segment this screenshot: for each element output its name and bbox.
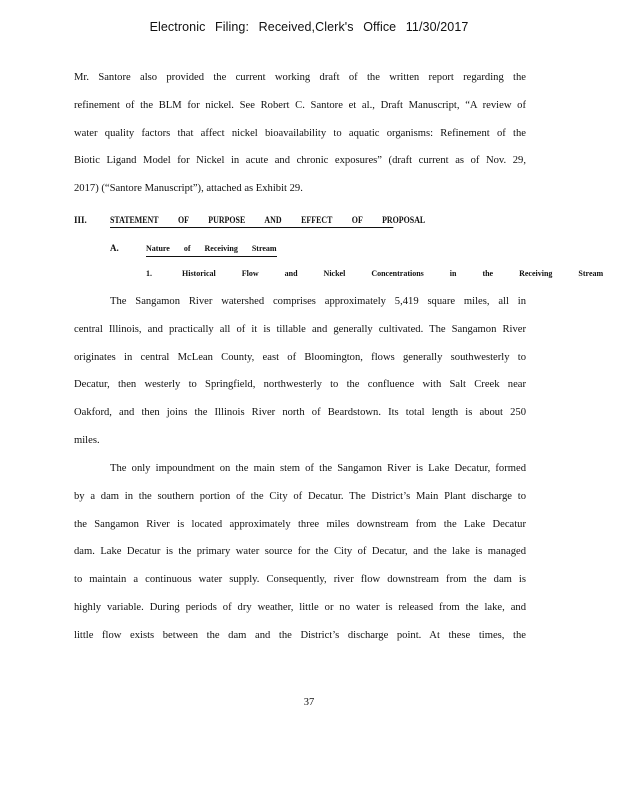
subsubsection-title: Historical Flow and Nickel Concentrations in the Receiving Stream (182, 269, 604, 278)
paragraph-watershed (74, 288, 526, 455)
paragraph-line: little flow exists between the dam and the District’s discharge point. At these times, the (74, 629, 526, 641)
subsection-heading (110, 241, 277, 255)
paragraph-line: dam. Lake Decatur is the primary water source for the City of Decatur, and the lake is managed (74, 546, 526, 558)
subsubsection-heading (146, 267, 603, 281)
paragraph-line: highly variable. During periods of dry weather, little or no water is released from the lake, and (74, 601, 526, 613)
paragraph-impoundment (74, 455, 526, 650)
paragraph-intro (74, 64, 526, 203)
subsection-letter: A. (110, 243, 119, 253)
paragraph-line: Decatur, then westerly to Springfield, northwesterly to the confluence with Salt Creek near (74, 379, 526, 391)
paragraph-line: water quality factors that affect nickel bioavailability to aquatic organisms: Refinement of the (74, 127, 526, 139)
paragraph-line: The only impoundment on the main stem of the Sangamon River is Lake Decatur, formed (110, 463, 526, 474)
paragraph-line: the Sangamon River is located approximately three miles downstream from the Lake Decatur (74, 518, 526, 530)
subsection-title: Nature of Receiving Stream (146, 242, 277, 257)
section-number: III. (74, 215, 87, 225)
paragraph-line: Biotic Ligand Model for Nickel in acute and chronic exposures” (draft current as of Nov. 29, (74, 155, 526, 167)
paragraph-line: Oakford, and then joins the Illinois River north of Beardstown. Its total length is about 250 (74, 407, 526, 419)
filing-stamp-header: Electronic Filing: Received,Clerk's Office 11/30/2017 (149, 20, 469, 34)
section-title: STATEMENT OF PURPOSE AND EFFECT OF PROPOSAL (110, 213, 393, 228)
page-number: 37 (303, 697, 315, 708)
section-heading (74, 213, 432, 227)
paragraph-line: by a dam in the southern portion of the City of Decatur. The District’s Main Plant discharge to (74, 490, 526, 502)
paragraph-line: 2017) (“Santore Manuscript”), attached as Exhibit 29. (74, 183, 303, 195)
paragraph-line: to maintain a continuous water supply. Consequently, river flow downstream from the dam is (74, 574, 526, 586)
paragraph-line: originates in central McLean County, east of Bloomington, flows generally southwesterly to (74, 351, 526, 363)
paragraph-line: Mr. Santore also provided the current working draft of the written report regarding the (74, 72, 526, 83)
paragraph-line: refinement of the BLM for nickel. See Robert C. Santore et al., Draft Manuscript, “A review of (74, 99, 526, 111)
paragraph-line: central Illinois, and practically all of it is tillable and generally cultivated. The Sangamon River (74, 323, 526, 335)
subsubsection-number: 1. (146, 269, 152, 278)
paragraph-line: miles. (74, 434, 100, 446)
paragraph-line: The Sangamon River watershed comprises approximately 5,419 square miles, all in (110, 296, 526, 307)
